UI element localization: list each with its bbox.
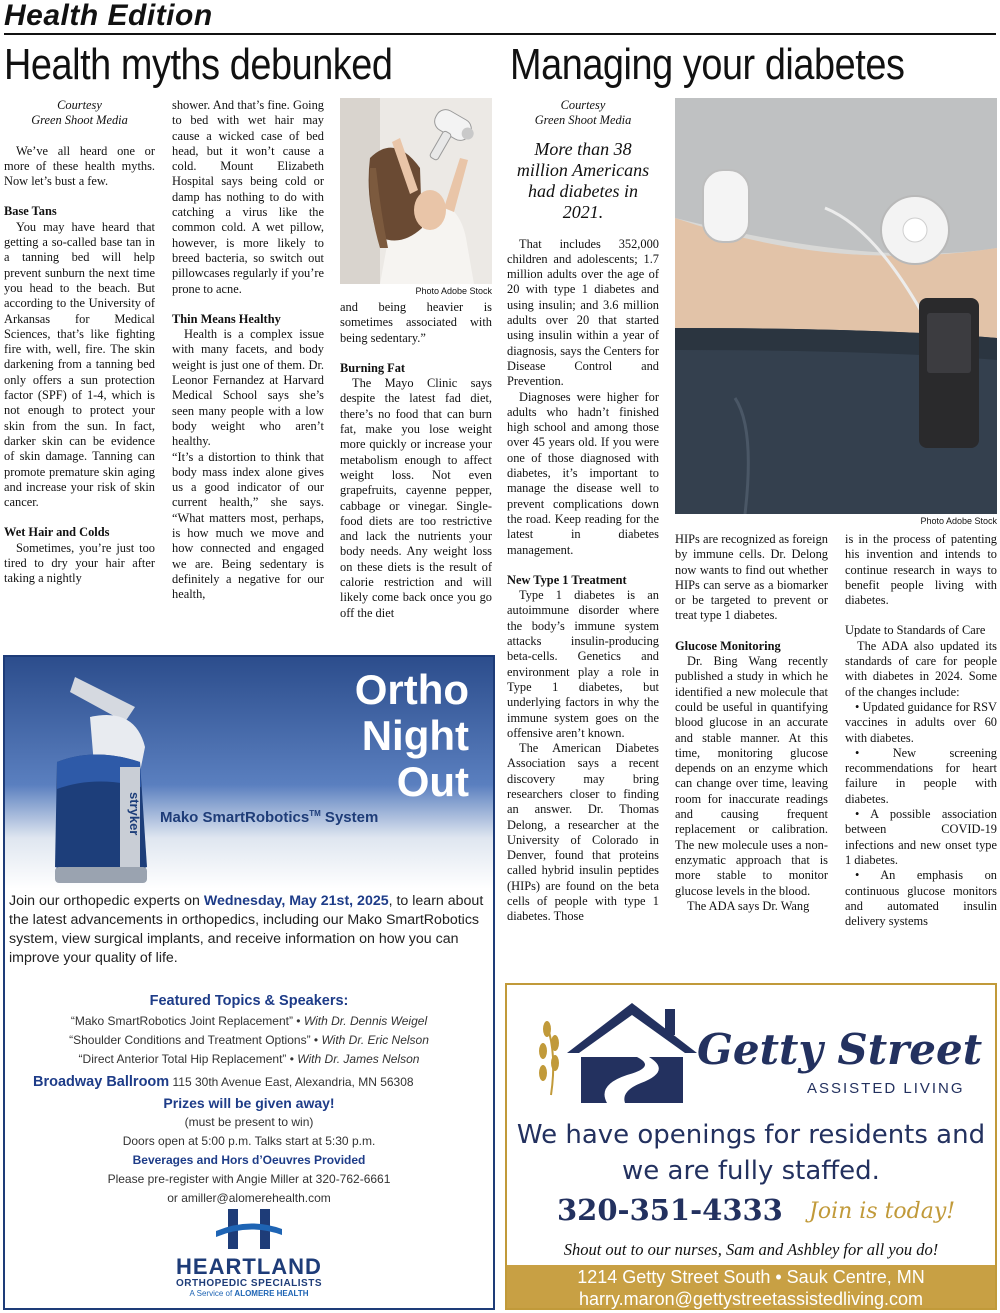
paragraph: “It’s a distortion to think that body mass index alone gives us a good indicator of our current health,” she says. “What matters most, perhaps, is how much we move and how connected and engaged we are. Being sedentary is definitely a negative for our health, <box>172 449 324 602</box>
heartland-h-icon <box>214 1207 284 1251</box>
paragraph: We’ve all heard one or more of these health myths. Now let’s bust a few. <box>4 143 155 189</box>
topic-title: “Direct Anterior Total Hip Replacement” <box>78 1052 287 1066</box>
must-be-present: (must be present to win) <box>184 1115 314 1129</box>
getty-contact-bar <box>507 1265 995 1308</box>
article1-headline: Health myths debunked <box>4 40 393 89</box>
ad-details <box>5 990 493 1208</box>
title-line: Ortho <box>354 666 469 713</box>
logo-name: HEARTLAND <box>176 1254 322 1279</box>
beverages: Beverages and Hors d’Oeuvres Provided <box>132 1153 366 1167</box>
credit-line: Green Shoot Media <box>534 113 632 128</box>
paragraph: Type 1 diabetes is an autoimmune disorder where the body’s immune system attacks insulin-producing beta-cells. Genetics and environment play a role in Type 1 diabetes, but underlying factors in why the immune system goes on the offensive aren’t known. <box>507 588 659 740</box>
title-line: Night <box>361 712 469 759</box>
system-name-text: Mako SmartRobotics <box>160 809 310 826</box>
topic-speaker: With Dr. Dennis Weigel <box>303 1014 428 1028</box>
subhead: Burning Fat <box>340 360 406 375</box>
separator: • <box>310 1033 322 1047</box>
masthead-rule <box>4 33 996 35</box>
separator: • <box>292 1014 304 1028</box>
intro-text: Join our orthopedic experts on <box>9 893 204 909</box>
article1-credit <box>4 98 155 129</box>
topic-title: “Mako SmartRobotics Joint Replacement” <box>70 1014 293 1028</box>
logo-service-text: A Service of <box>189 1289 235 1298</box>
paragraph: Health is a complex issue with many facets, and body weight is just one of them. Dr. Leonor Fernandez at Harvard Medical School says she’s seen many people with a low body weight who aren’t healthy. <box>172 327 324 449</box>
ad-intro <box>9 892 489 968</box>
topic-title: “Shoulder Conditions and Treatment Options” <box>69 1033 311 1047</box>
article2-column-1 <box>507 98 659 925</box>
topic-row <box>5 1031 493 1050</box>
article2-headline: Managing your diabetes <box>510 40 905 89</box>
article1-column-1 <box>4 98 155 587</box>
venue-row <box>5 1073 493 1092</box>
subhead: Update to Standards of Care <box>845 623 986 638</box>
subhead: Base Tans <box>4 204 57 219</box>
title-line: Out <box>396 758 469 805</box>
article1-column-2 <box>172 98 324 603</box>
list-item: • A possible association between COVID-19 infections and new onset type 1 diabetes. <box>845 807 997 867</box>
venue-address: 115 30th Avenue East, Alexandria, MN 56308 <box>169 1075 414 1089</box>
intro-text: , to learn about the latest advancements in orthopedics, including our Mako SmartRobotics system, view surgical implants, and receive information on how you can improve your quality of life. <box>9 893 484 966</box>
join-message: Join is today! <box>809 1199 956 1224</box>
heartland-logo <box>5 1207 493 1298</box>
event-times: Doors open at 5:00 p.m. Talks start at 5:30 p.m. <box>122 1134 376 1148</box>
paragraph: You may have heard that getting a so-called base tan in a tanning bed will help prevent sunburn the next time you head to the beach. But according to the University of Arkansas for Medical Sciences, that’s like fighting fire with, well, fire. The skin darkening from a tanning bed only offers a sun protection factor (SPF) of 1-4, which is not enough to protect your skin from the sun. In fact, darker skin can be evidence of skin damage. Tanning can promote premature skin aging and increase your risk of skin cancer. <box>4 219 155 510</box>
getty-email[interactable]: harry.maron@gettystreetassistedliving.com <box>578 1289 924 1309</box>
ad-title <box>355 667 469 805</box>
list-item: • New screening recommendations for heart failure in people with diabetes. <box>845 745 997 806</box>
paragraph: The ADA also updated its standards of care for people with diabetes in 2024. Some of the changes include: <box>845 638 997 699</box>
paragraph: and being heavier is sometimes associated with being sedentary.” <box>340 300 492 345</box>
topic-row <box>5 1050 493 1069</box>
paragraph: The Mayo Clinic says despite the latest fad diet, there’s no food that can burn fat, make you lose weight more quickly or increase your metabolism enough to affect weight loss. Not even grapefruits, cayenne pepper, cabbage or vinegar. Single-food diets are too restrictive and lack the nutrients your body needs. Any weight loss on these diets is the result of calorie restriction and will likely come back once you go off the diet <box>340 376 492 620</box>
logo-sub: ORTHOPEDIC SPECIALISTS <box>175 1278 322 1289</box>
credit-line: Courtesy <box>560 98 606 112</box>
section-label: Health Edition <box>4 0 213 32</box>
insulin-pump-photo <box>675 98 997 514</box>
getty-tagline: ASSISTED LIVING <box>807 1080 965 1097</box>
openings-message: We have openings for residents and we are fully staffed. <box>516 1120 986 1186</box>
shout-out: Shout out to our nurses, Sam and Ashbley for all you do! <box>563 1240 939 1259</box>
topic-speaker: With Dr. James Nelson <box>297 1052 420 1066</box>
register-info: Please pre-register with Angie Miller at 320-762-6661 <box>107 1172 391 1186</box>
paragraph: The American Diabetes Association says a recent discovery may bring researchers closer to finding an answer. Dr. Thomas Delong, a researcher at the University of Colorado in Denver, found that proteins called hybrid insulin peptides (HIPs) are found on the beta cells of people with type 1 diabetes. Those <box>507 741 659 924</box>
paragraph: HIPs are recognized as foreign by immune cells. Dr. Delong now wants to find out whether HIPs can serve as a biomarker or be targeted to prevent or treat type 1 diabetes. <box>675 532 828 623</box>
paragraph: Sometimes, you’re just too tired to dry your hair after taking a nightly <box>4 540 155 586</box>
article2-column-3 <box>845 532 997 929</box>
robot-illustration <box>35 667 165 892</box>
robot-brand: stryker <box>127 792 142 836</box>
pull-quote: More than 38 million Americans had diabetes in 2021. <box>516 138 650 222</box>
getty-street-ad[interactable] <box>505 983 997 1310</box>
credit-line: Courtesy <box>57 98 102 112</box>
prizes: Prizes will be given away! <box>163 1095 335 1111</box>
paragraph: shower. And that’s fine. Going to bed with wet hair may cause a wicked case of bed head, but it won’t cause a cold. Mount Elizabeth Hospital says being cold or damp has nothing to do with catching a virus like the common cold. A wet pillow, however, is more likely to breed bacteria, so switch out pillowcases regularly if you’re prone to acne. <box>172 98 324 296</box>
register-email[interactable]: or amiller@alomerehealth.com <box>167 1191 331 1205</box>
featured-heading: Featured Topics & Speakers: <box>149 993 349 1009</box>
paragraph: The ADA says Dr. Wang <box>687 898 810 913</box>
getty-name: Getty Street <box>697 1025 983 1074</box>
credit-line: Green Shoot Media <box>31 113 128 128</box>
subhead: Thin Means Healthy <box>172 311 281 326</box>
article2-column-2 <box>675 532 828 914</box>
list-item: • An emphasis on continuous glucose monitors and automated insulin delivery systems <box>845 868 997 929</box>
subhead: Glucose Monitoring <box>675 638 781 653</box>
subhead: Wet Hair and Colds <box>4 525 110 540</box>
separator: • <box>286 1052 298 1066</box>
logo-parent: ALOMERE HEALTH <box>234 1289 309 1298</box>
system-name <box>160 809 378 826</box>
system-suffix: System <box>320 809 379 826</box>
article1-column-3 <box>340 300 492 621</box>
venue-name: Broadway Ballroom <box>33 1074 170 1090</box>
logo-service <box>5 1289 493 1298</box>
hair-dryer-photo <box>340 98 492 284</box>
paragraph: is in the process of patenting his invention and intends to continue research in ways to benefit people living with diabetes. <box>845 532 997 608</box>
article2-credit <box>507 98 659 129</box>
photo-credit: Photo Adobe Stock <box>415 286 492 296</box>
paragraph: That includes 352,000 children and adolescents; 1.7 million adults over the age of 20 with type 1 diabetes and using insulin; and 3.6 million adults over 20 that started using insulin within a year of diagnosis, says the Centers for Disease Control and Prevention. <box>507 236 659 389</box>
event-date: Wednesday, May 21st, 2025 <box>203 893 389 909</box>
topic-row <box>5 1012 493 1031</box>
bullet-list <box>845 700 997 929</box>
list-item: • Updated guidance for RSV vaccines in adults over 60 with diabetes. <box>845 699 997 745</box>
subhead: New Type 1 Treatment <box>507 572 627 587</box>
topic-speaker: With Dr. Eric Nelson <box>321 1033 429 1047</box>
paragraph: Diagnoses were higher for adults who hadn’t finished high school and among those over 45 years old. If you were one of those diagnosed with diabetes, it’s important to manage the disease well to prevent complications down the road. Keep reading for the latest in diabetes management. <box>507 389 659 557</box>
ortho-night-out-ad[interactable] <box>3 655 495 1310</box>
photo-credit: Photo Adobe Stock <box>920 516 997 526</box>
trademark: TM <box>309 809 321 818</box>
getty-house-logo-icon <box>537 995 707 1105</box>
paragraph: Dr. Bing Wang recently published a study in which he identified a new molecule that could be useful in quantifying blood glucose in an accurate and stable manner. At this time, monitoring glucose depends on an enzyme which can change over time, leaving room for inaccurate readings and causing frequent replacement or calibration. The new molecule uses a non-enzymatic approach that is more stable to monitor glucose levels in the blood. <box>675 654 828 898</box>
getty-address: 1214 Getty Street South • Sauk Centre, MN <box>577 1267 925 1287</box>
getty-phone[interactable]: 320-351-4333 <box>557 1193 783 1227</box>
